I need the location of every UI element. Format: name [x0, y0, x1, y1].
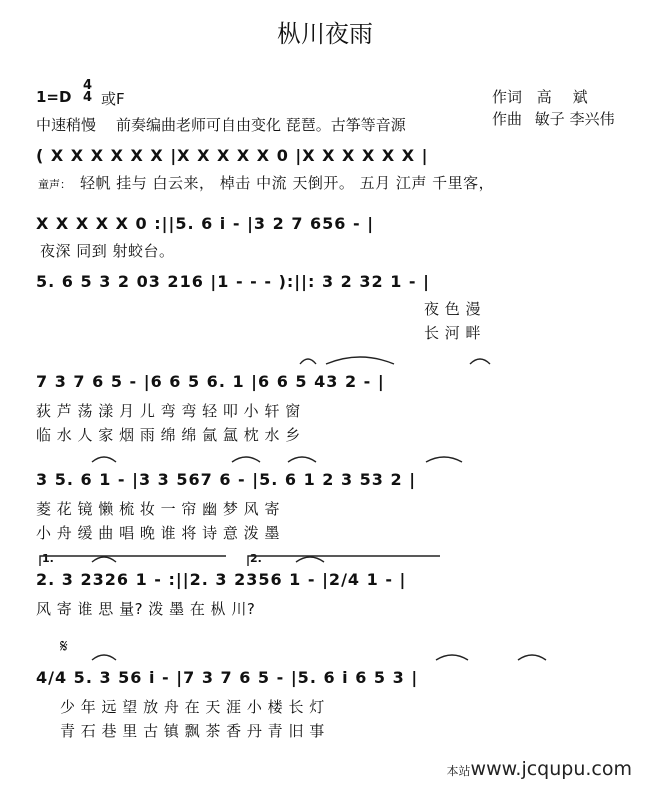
volta-2-label: 2. — [250, 552, 262, 565]
watermark-prefix: 本站 — [446, 764, 471, 778]
slur-mark — [426, 457, 462, 462]
arrangement-note: 前奏编曲老师可自由变化 琵琶。古筝等音源 — [116, 116, 406, 134]
slur-mark — [92, 557, 116, 562]
page-title: 枞川夜雨 — [277, 20, 373, 48]
slur-mark — [470, 359, 490, 364]
score-row-5-lyrics-verse-2: 小 舟 缓 曲 唱 晚 谁 将 诗 意 泼 墨 — [36, 524, 280, 542]
score-row-3-lyrics-verse-2: 长 河 畔 — [424, 324, 482, 342]
slur-mark — [296, 557, 324, 562]
watermark-url: www.jcqupu.com — [470, 758, 632, 780]
key-signature: 1=D — [36, 88, 72, 106]
score-row-1-notes: ( X X X X X X |X X X X X 0 |X X X X X X | — [36, 146, 429, 165]
slur-mark — [92, 655, 116, 660]
score-row-2-lyrics: 夜深 同到 射蛟台。 — [40, 242, 175, 260]
volta-2-bracket — [248, 556, 440, 566]
composer-label: 作曲 — [492, 110, 523, 128]
segno-sign: 𝄋 — [60, 636, 68, 657]
slur-mark — [518, 655, 546, 660]
voice-label: 童声： — [38, 178, 71, 191]
score-row-5-lyrics-verse-1: 菱 花 镜 懒 梳 妆 一 帘 幽 梦 风 寄 — [36, 500, 280, 518]
slur-mark — [232, 457, 260, 462]
composer-name: 敏子 李兴伟 — [534, 110, 615, 128]
score-row-7-lyrics-verse-2: 青 石 巷 里 古 镇 飘 茶 香 丹 青 旧 事 — [60, 722, 325, 740]
lyricist-label: 作词 — [492, 88, 523, 106]
score-row-6-lyrics: 风 寄 谁 思 量? 泼 墨 在 枞 川? — [36, 600, 256, 618]
slur-mark — [326, 357, 394, 364]
volta-1-label: 1. — [42, 552, 54, 565]
watermark — [447, 758, 632, 780]
slur-mark — [288, 457, 316, 462]
slur-mark — [436, 655, 468, 660]
tempo-marking: 中速稍慢 — [36, 116, 97, 134]
score-row-4-notes: 7 3 7 6 5 - |6 6 5 6. 1 |6 6 5 43 2 - | — [36, 372, 385, 391]
score-row-2-notes: X X X X X 0 :||5. 6 i - |3 2 7 656 - | — [36, 214, 375, 233]
score-row-1-lyrics: 轻帆 挂与 白云来， 棹击 中流 天倒开。 五月 江声 千里客， — [80, 174, 495, 192]
volta-1-bracket — [40, 556, 226, 566]
score-row-3-notes: 5. 6 5 3 2 03 216 |1 - - - ):||: 3 2 32 1 - | — [36, 272, 430, 291]
score-row-7-lyrics-verse-1: 少 年 远 望 放 舟 在 天 涯 小 楼 长 灯 — [60, 698, 325, 716]
alternate-key: 或F — [101, 90, 125, 108]
slur-mark — [92, 457, 116, 462]
time-denominator: 4 — [83, 90, 93, 105]
score-row-4-lyrics-verse-1: 荻 芦 荡 漾 月 儿 弯 弯 轻 叩 小 轩 窗 — [36, 402, 301, 420]
lyricist-name: 高 斌 — [536, 88, 596, 106]
score-row-4-lyrics-verse-2: 临 水 人 家 烟 雨 绵 绵 氤 氲 枕 水 乡 — [36, 426, 301, 444]
score-row-7-notes: 4/4 5. 3 56 i - |7 3 7 6 5 - |5. 6 i 6 5 3 | — [36, 668, 419, 687]
slur-mark — [300, 359, 316, 364]
score-row-6-notes: 2. 3 2326 1 - :||2. 3 2356 1 - |2/4 1 - | — [36, 570, 407, 589]
time-numerator: 4 — [83, 78, 93, 93]
score-row-3-lyrics-verse-1: 夜 色 漫 — [424, 300, 482, 318]
score-row-5-notes: 3 5. 6 1 - |3 3 567 6 - |5. 6 1 2 3 53 2 | — [36, 470, 417, 489]
